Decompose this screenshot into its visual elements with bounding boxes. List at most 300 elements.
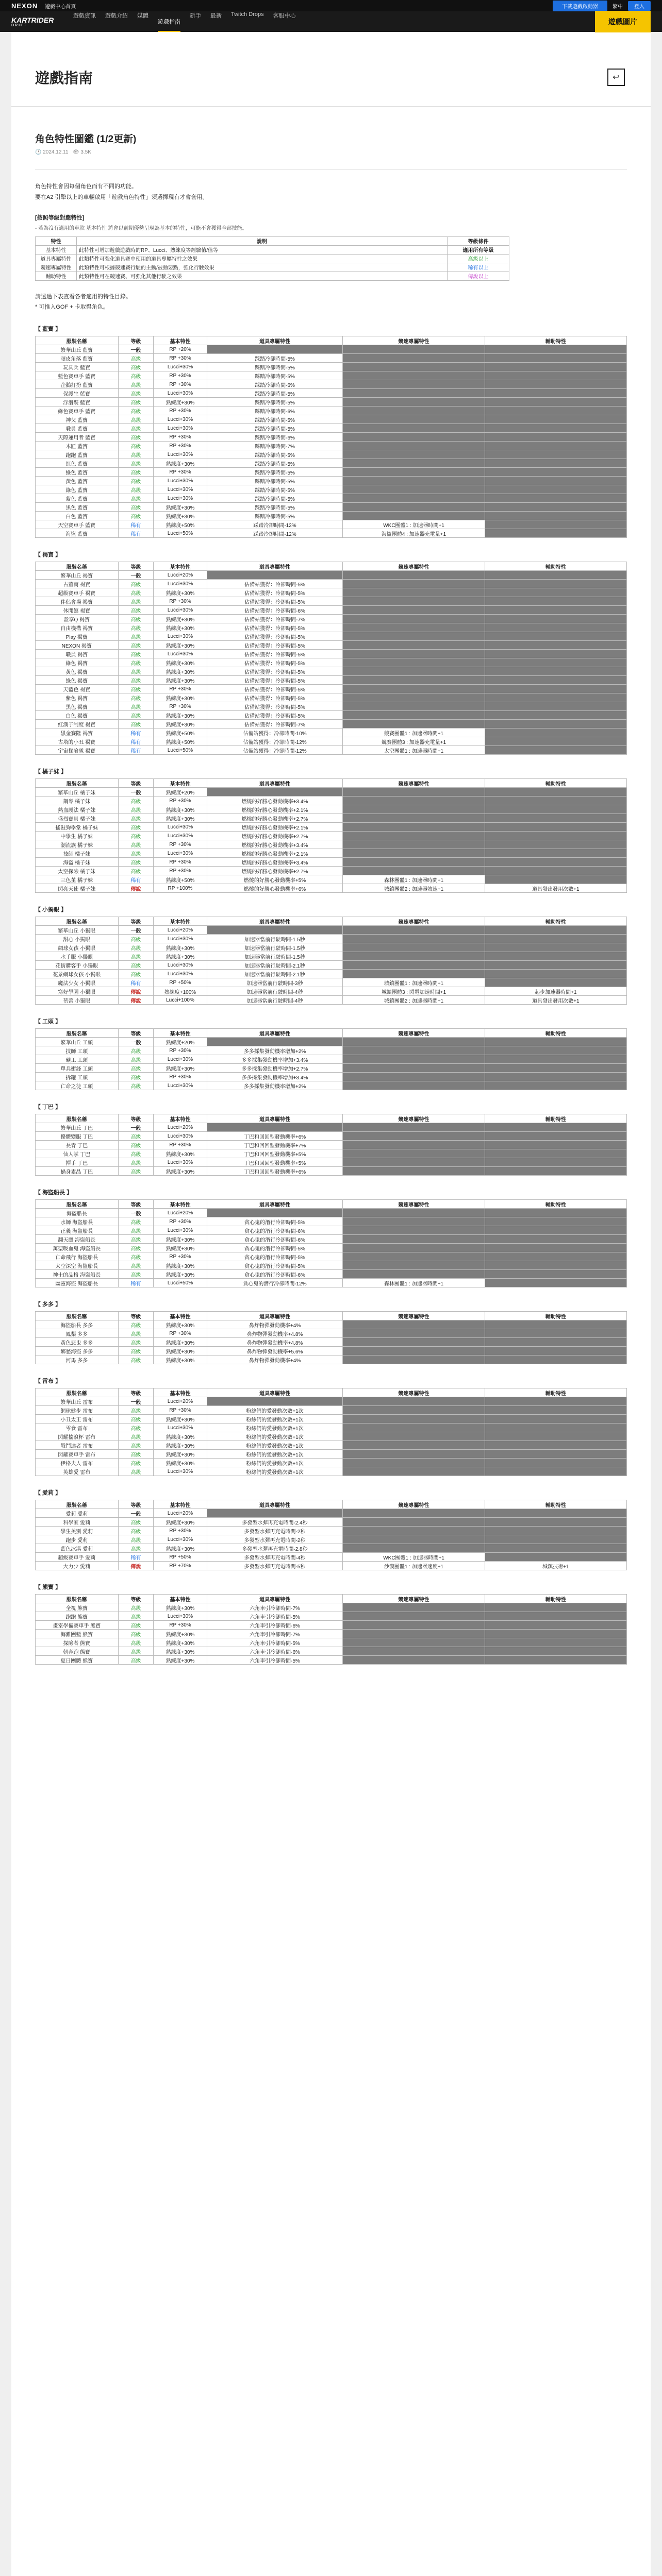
speed-trait: 太空團體1 : 加速器時間+1 [343, 746, 485, 755]
grade: 高級 [118, 1329, 154, 1338]
support-trait [485, 823, 626, 832]
item-trait: 鼻炸物彈發動機率+4% [207, 1320, 343, 1329]
lang-selector[interactable]: 繁中 [613, 4, 623, 10]
costume-name: 礦工 工頭 [36, 1055, 119, 1064]
support-trait [485, 978, 626, 987]
support-trait [485, 1415, 626, 1423]
column-header: 競速專屬特性 [343, 779, 485, 788]
item-trait: 六角車引冷卻時間-7% [207, 1630, 343, 1638]
support-trait [485, 442, 626, 450]
support-trait [485, 658, 626, 667]
speed-trait [343, 450, 485, 459]
base-trait: RP +30% [154, 796, 207, 805]
base-trait: RP +30% [154, 1217, 207, 1226]
costume-name: 繁華山丘 褐寶 [36, 571, 119, 580]
item-trait: 貪心鬼的潛行冷卻時間-5% [207, 1217, 343, 1226]
base-trait: Lucci+30% [154, 1081, 207, 1090]
column-header: 競速專屬特性 [343, 1200, 485, 1209]
spec-header: 說明 [77, 236, 448, 245]
grade: 高級 [118, 1338, 154, 1347]
grade: 高級 [118, 406, 154, 415]
grade: 高級 [118, 503, 154, 512]
speed-trait [343, 1149, 485, 1158]
nav-item[interactable]: 客服中心 [273, 13, 296, 19]
lead-line-1: 請透過下表查看各者適用的特性目錄。 [35, 293, 131, 300]
base-trait: 熟練度+30% [154, 1656, 207, 1665]
grade: 高級 [118, 1226, 154, 1235]
costume-name: 職員 藍寶 [36, 424, 119, 433]
support-trait [485, 1459, 626, 1467]
item-trait: 踩踏冷卻時間-12% [207, 529, 343, 538]
speed-trait [343, 1064, 485, 1073]
grade: 高級 [118, 814, 154, 823]
section-label: 【 海盜船長 】 [35, 1190, 73, 1196]
item-trait: 粉絲們的愛發動次數+1次 [207, 1423, 343, 1432]
support-trait [485, 693, 626, 702]
item-trait [207, 1509, 343, 1518]
costume-name: 亡命飛行 海盜船長 [36, 1252, 119, 1261]
column-header: 基本特性 [154, 1500, 207, 1509]
item-trait: 踩踏冷卻時間-5% [207, 468, 343, 477]
speed-trait [343, 1123, 485, 1132]
table-row [36, 840, 627, 849]
speed-trait: 競賽團體3 : 加速器充電量+1 [343, 737, 485, 746]
support-trait [485, 1630, 626, 1638]
section-label: 【 工頭 】 [35, 1019, 61, 1025]
costume-name: 技師 橘子妹 [36, 849, 119, 858]
table-row [36, 459, 627, 468]
table-row [36, 1397, 627, 1406]
table-row [36, 450, 627, 459]
lead-text [35, 292, 627, 313]
base-trait: Lucci+30% [154, 1158, 207, 1167]
table-row [36, 1209, 627, 1217]
item-trait: 踩踏冷卻時間-5% [207, 512, 343, 520]
support-trait [485, 926, 626, 935]
speed-trait [343, 1158, 485, 1167]
grade: 高級 [118, 1046, 154, 1055]
item-trait: 多多採集發動機率增加+2.7% [207, 1064, 343, 1073]
base-trait: Lucci+30% [154, 606, 207, 615]
grade: 高級 [118, 1621, 154, 1630]
nav-item[interactable]: 遊戲資訊 [73, 13, 96, 19]
item-trait: 丁巴和回回型發動機率+6% [207, 1132, 343, 1141]
support-trait [485, 406, 626, 415]
spec-cell: 道具專屬特性 [36, 254, 77, 263]
nav-item[interactable]: 最新 [210, 13, 222, 19]
base-trait: 熟練度+30% [154, 1518, 207, 1527]
column-header: 輔助特性 [485, 1114, 626, 1123]
costume-name: 黑色 藍寶 [36, 503, 119, 512]
costume-name: 蝸身素晶 丁巴 [36, 1167, 119, 1176]
support-trait [485, 952, 626, 961]
column-header: 等級 [118, 562, 154, 571]
item-trait: 踩踏冷卻時間-5% [207, 398, 343, 406]
speed-trait: 海盜團體4 : 加速器充電量+1 [343, 529, 485, 538]
grade: 高級 [118, 1527, 154, 1535]
table-row [36, 520, 627, 529]
base-trait: 熟練度+30% [154, 512, 207, 520]
support-trait [485, 1226, 626, 1235]
column-header: 道具專屬特性 [207, 562, 343, 571]
base-trait: 熟練度+30% [154, 398, 207, 406]
column-header: 道具專屬特性 [207, 1388, 343, 1397]
speed-trait [343, 788, 485, 796]
article-meta [35, 149, 627, 170]
costume-name: 綠色 藍寶 [36, 485, 119, 494]
grade: 高級 [118, 442, 154, 450]
speed-trait [343, 442, 485, 450]
speed-trait [343, 1320, 485, 1329]
grade: 一般 [118, 1509, 154, 1518]
costume-name: 綠色賽車手 藍寶 [36, 406, 119, 415]
column-header: 服裝名稱 [36, 779, 119, 788]
costume-name: 優體變服 丁巴 [36, 1132, 119, 1141]
item-trait: 加速器當前行駛時間-4秒 [207, 996, 343, 1005]
nav-item[interactable]: 遊戲指南 [158, 18, 180, 32]
grade: 稀有 [118, 746, 154, 755]
grade: 高級 [118, 606, 154, 615]
game-logo[interactable]: KARTRIDER DRIFT [11, 15, 54, 27]
table-row [36, 720, 627, 728]
speed-trait [343, 1217, 485, 1226]
grade: 高級 [118, 667, 154, 676]
support-trait [485, 468, 626, 477]
costume-name: 鳳梨 多多 [36, 1329, 119, 1338]
costume-name: 跑跑 熊寶 [36, 1612, 119, 1621]
base-trait: 熟練度+30% [154, 943, 207, 952]
base-trait: 熟練度+50% [154, 728, 207, 737]
base-trait: 熟練度+30% [154, 658, 207, 667]
column-header: 等級 [118, 1200, 154, 1209]
base-trait: RP +100% [154, 884, 207, 893]
base-trait: 熟練度+30% [154, 676, 207, 685]
speed-trait [343, 1518, 485, 1527]
costume-name: 神士的品格 海盜船長 [36, 1270, 119, 1279]
table-row [36, 1423, 627, 1432]
table-row [36, 1612, 627, 1621]
grade: 高級 [118, 424, 154, 433]
spec-cell: 此類特性可根據競速賽行駛的主動/被動要點，強化行駛效果 [77, 263, 448, 272]
character-table [35, 1114, 627, 1176]
support-trait [485, 1535, 626, 1544]
costume-name: 保護生 藍寶 [36, 389, 119, 398]
item-trait: 多發型水彈再充電時間-2秒 [207, 1535, 343, 1544]
support-trait [485, 676, 626, 685]
item-trait [207, 1397, 343, 1406]
game-center-link[interactable]: 遊戲中心首頁 [45, 4, 76, 10]
item-trait: 六角車引冷卻時間-7% [207, 1603, 343, 1612]
grade: 高級 [118, 970, 154, 978]
table-row [36, 1621, 627, 1630]
spec-row [36, 272, 509, 280]
costume-name: 黃色 褐寶 [36, 667, 119, 676]
costume-name: 愛莉 愛莉 [36, 1509, 119, 1518]
nav-item[interactable]: 媒體 [137, 13, 148, 19]
speed-trait: 競賽團體1 : 加速器時間+1 [343, 728, 485, 737]
column-header: 等級 [118, 336, 154, 345]
grade: 高級 [118, 398, 154, 406]
table-row [36, 442, 627, 450]
table-row [36, 1535, 627, 1544]
costume-name: 鋼琴 橘子妹 [36, 796, 119, 805]
grade: 高級 [118, 1415, 154, 1423]
support-trait [485, 943, 626, 952]
table-row [36, 693, 627, 702]
costume-name: 花景網球女孩 小獨眼 [36, 970, 119, 978]
costume-name: 繁華山丘 小獨眼 [36, 926, 119, 935]
table-row [36, 987, 627, 996]
item-trait: 燃燒的好勝心發動機率+3.4% [207, 840, 343, 849]
item-trait: 佔備站獲得：冷卻時間-5% [207, 623, 343, 632]
column-header: 服裝名稱 [36, 562, 119, 571]
nav-item[interactable]: Twitch Drops [231, 11, 264, 18]
grade: 稀有 [118, 875, 154, 884]
item-trait: 踩踏冷卻時間-6% [207, 406, 343, 415]
support-trait [485, 1621, 626, 1630]
base-trait: 熟練度+50% [154, 737, 207, 746]
base-trait: Lucci+30% [154, 849, 207, 858]
base-trait: RP +30% [154, 380, 207, 389]
speed-trait [343, 1459, 485, 1467]
item-trait: 六角車引冷卻時間-5% [207, 1638, 343, 1647]
support-trait [485, 1656, 626, 1665]
table-row [36, 1441, 627, 1450]
item-trait: 粉絲們的愛發動次數+1次 [207, 1432, 343, 1441]
item-trait: 粉絲們的愛發動次數+1次 [207, 1459, 343, 1467]
grade: 高級 [118, 580, 154, 588]
column-header: 競速專屬特性 [343, 1500, 485, 1509]
table-row [36, 1518, 627, 1527]
speed-trait [343, 371, 485, 380]
column-header: 輔助特性 [485, 336, 626, 345]
base-trait: 熟練度+30% [154, 1415, 207, 1423]
support-trait [485, 1441, 626, 1450]
nav-item[interactable]: 新手 [190, 13, 201, 19]
spec-cell: 基本特性 [36, 245, 77, 254]
support-trait [485, 1149, 626, 1158]
table-row [36, 1064, 627, 1073]
grade: 高級 [118, 650, 154, 658]
base-trait: Lucci+30% [154, 1423, 207, 1432]
speed-trait [343, 1055, 485, 1064]
costume-name: 太空探險 橘子妹 [36, 867, 119, 875]
support-trait [485, 571, 626, 580]
column-header: 道具專屬特性 [207, 917, 343, 926]
character-table [35, 1028, 627, 1090]
grade: 一般 [118, 571, 154, 580]
nav-item[interactable]: 遊戲介紹 [105, 13, 128, 19]
speed-trait [343, 1638, 485, 1647]
column-header: 道具專屬特性 [207, 336, 343, 345]
column-header: 輔助特性 [485, 917, 626, 926]
grade: 高級 [118, 849, 154, 858]
table-row [36, 1544, 627, 1553]
costume-name: 花街購客手 小獨眼 [36, 961, 119, 970]
download-launcher-button[interactable]: 下載遊戲啟動器 [553, 1, 607, 11]
item-trait: 丁巴和回回型發動機率+6% [207, 1167, 343, 1176]
item-trait: 踩踏冷卻時間-5% [207, 415, 343, 424]
grade: 高級 [118, 1149, 154, 1158]
speed-trait [343, 1081, 485, 1090]
costume-name: 白色 藍寶 [36, 512, 119, 520]
spec-row [36, 254, 509, 263]
base-trait: 熟練度+30% [154, 588, 207, 597]
costume-name: 幽靈海盜 海盜船長 [36, 1279, 119, 1287]
base-trait: 熟練度+50% [154, 520, 207, 529]
table-row [36, 1226, 627, 1235]
costume-name: 閃亮天使 橘子妹 [36, 884, 119, 893]
costume-name: 熱血護法 橘子妹 [36, 805, 119, 814]
grade: 高級 [118, 433, 154, 442]
item-trait: 燃燒的好勝心發動機率+2.7% [207, 867, 343, 875]
speed-trait [343, 814, 485, 823]
item-trait: 踩踏冷卻時間-5% [207, 485, 343, 494]
costume-name: 自由機構 褐寶 [36, 623, 119, 632]
grade: 高級 [118, 468, 154, 477]
column-header: 競速專屬特性 [343, 1312, 485, 1320]
grade: 高級 [118, 1603, 154, 1612]
column-header: 服裝名稱 [36, 917, 119, 926]
speed-trait [343, 1467, 485, 1476]
costume-name: 海盜船長 [36, 1209, 119, 1217]
grade: 高級 [118, 823, 154, 832]
main-nav [0, 11, 662, 32]
table-row [36, 667, 627, 676]
column-header: 等級 [118, 1595, 154, 1603]
column-header: 競速專屬特性 [343, 1388, 485, 1397]
item-trait: 佔備站獲得：冷卻時間-5% [207, 667, 343, 676]
grade: 高級 [118, 720, 154, 728]
game-pictures-button[interactable]: 遊戲圖片 [595, 11, 651, 32]
grade: 高級 [118, 711, 154, 720]
costume-name: 玩具兵 藍寶 [36, 363, 119, 371]
table-row [36, 676, 627, 685]
speed-trait [343, 415, 485, 424]
support-trait [485, 1355, 626, 1364]
table-row [36, 1527, 627, 1535]
speed-trait [343, 477, 485, 485]
item-trait: 加速器當前行駛時間-1.5秒 [207, 935, 343, 943]
grade: 高級 [118, 1141, 154, 1149]
grade: 高級 [118, 952, 154, 961]
speed-trait [343, 1132, 485, 1141]
login-button[interactable]: 登入 [628, 1, 651, 11]
speed-trait [343, 1535, 485, 1544]
table-row [36, 1562, 627, 1570]
costume-name: 海盜 橘子妹 [36, 858, 119, 867]
base-trait: RP +30% [154, 858, 207, 867]
column-header: 道具專屬特性 [207, 1595, 343, 1603]
base-trait: 熟練度+30% [154, 1630, 207, 1638]
grade: 一般 [118, 1038, 154, 1046]
character-table [35, 1199, 627, 1287]
column-header: 服裝名稱 [36, 1500, 119, 1509]
item-trait: 加速器當前行駛時間-1.5秒 [207, 952, 343, 961]
item-trait: 佔備站獲得：冷卻時間-5% [207, 650, 343, 658]
back-list-icon[interactable]: ↩ [607, 69, 625, 86]
base-trait: Lucci+30% [154, 485, 207, 494]
item-trait: 佔備站獲得：冷卻時間-5% [207, 588, 343, 597]
costume-name: 繁華山丘 藍寶 [36, 345, 119, 354]
item-trait: 佔備站獲得：冷卻時間-10% [207, 728, 343, 737]
table-row [36, 433, 627, 442]
item-trait: 多多採集發動機率增加+2% [207, 1081, 343, 1090]
column-header: 競速專屬特性 [343, 336, 485, 345]
column-header: 道具專屬特性 [207, 779, 343, 788]
item-trait: 佔備站獲得：冷卻時間-5% [207, 641, 343, 650]
grade: 高級 [118, 935, 154, 943]
support-trait [485, 1209, 626, 1217]
speed-trait: 城鎮團體2 : 加速器時間+1 [343, 996, 485, 1005]
support-trait [485, 1432, 626, 1441]
table-row [36, 650, 627, 658]
grade: 高級 [118, 1450, 154, 1459]
base-trait: Lucci+30% [154, 632, 207, 641]
table-row [36, 485, 627, 494]
table-row [36, 380, 627, 389]
character-sections [35, 325, 627, 1665]
costume-name: 綠色 褐寶 [36, 676, 119, 685]
speed-trait [343, 685, 485, 693]
item-trait: 佔備站獲得：冷卻時間-5% [207, 597, 343, 606]
costume-name: 跑跑 藍寶 [36, 450, 119, 459]
support-trait [485, 632, 626, 641]
grade: 高級 [118, 1252, 154, 1261]
nexon-logo[interactable]: NEXON [11, 2, 38, 10]
costume-name: 綠色 褐寶 [36, 658, 119, 667]
costume-name: 黑色 褐寶 [36, 702, 119, 711]
costume-name: 海灘團藍 熊寶 [36, 1630, 119, 1638]
column-header: 競速專屬特性 [343, 917, 485, 926]
support-trait [485, 1270, 626, 1279]
grade: 一般 [118, 345, 154, 354]
item-trait: 粉絲們的愛發動次數+1次 [207, 1406, 343, 1415]
item-trait: 踩踏冷卻時間-5% [207, 450, 343, 459]
item-trait: 燃燒的好勝心發動機率+3.4% [207, 858, 343, 867]
speed-trait [343, 606, 485, 615]
grade: 高級 [118, 632, 154, 641]
speed-trait [343, 1432, 485, 1441]
item-trait [207, 571, 343, 580]
article-intro [35, 181, 627, 203]
base-trait: RP +30% [154, 1406, 207, 1415]
support-trait [485, 1638, 626, 1647]
speed-trait [343, 468, 485, 477]
table-row [36, 1320, 627, 1329]
table-row [36, 1038, 627, 1046]
item-trait: 鼻炸物彈發動機率+4.8% [207, 1329, 343, 1338]
table-row [36, 737, 627, 746]
speed-trait [343, 1141, 485, 1149]
speed-trait [343, 597, 485, 606]
speed-trait [343, 1441, 485, 1450]
grade: 高級 [118, 1064, 154, 1073]
item-trait: 加速器當前行駛時間-4秒 [207, 987, 343, 996]
speed-trait: 森林團體1 : 加速器時間+1 [343, 875, 485, 884]
table-row [36, 623, 627, 632]
base-trait: Lucci+50% [154, 1279, 207, 1287]
speed-trait [343, 1612, 485, 1621]
spec-cell: 此特性可增加遊戲遊戲時的RP、Lucci、熟練度等經驗值/值等 [77, 245, 448, 254]
support-trait [485, 1073, 626, 1081]
item-trait: 燃燒的好勝心發動機率+2.1% [207, 849, 343, 858]
item-trait: 鼻炸物彈發動機率+5.6% [207, 1347, 343, 1355]
grade: 高級 [118, 1217, 154, 1226]
grade: 傳說 [118, 987, 154, 996]
item-trait: 佔備站獲得：冷卻時間-12% [207, 737, 343, 746]
speed-trait [343, 1450, 485, 1459]
